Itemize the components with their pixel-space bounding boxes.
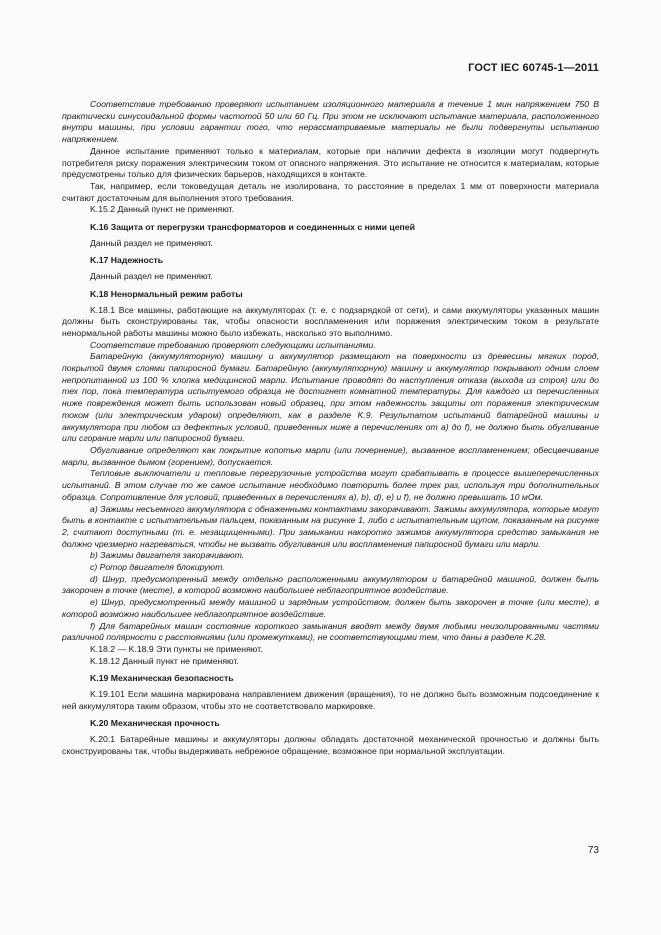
list-item-b: b) Зажимы двигателя закорачивают. — [90, 550, 245, 561]
paragraph: K.15.2 Данный пункт не применяют. — [90, 204, 234, 215]
paragraph: Данный раздел не применяют. — [90, 237, 213, 248]
page-number: 73 — [587, 845, 599, 856]
paragraph: K.18.12 Данный пункт не применяют. — [90, 655, 239, 666]
paragraph: Соответствие требованию проверяют следующими испытаниями. — [90, 339, 376, 350]
paragraph: Соответствие требованию проверяют испытанием изоляционного материала в течение 1 мин напряжением 750 В практически синусоидальной формы частотой 50 или 60 Гц. При этом не исключают испытание материала, расположенного внутри машины, при условии гарантии того, что нерассматриваемые материалы не были подвергнуты испытанию напряжением. — [62, 99, 599, 145]
paragraph: K.19.101 Если машина маркирована направлением движения (вращения), то не должно быть возможным подсоединение к ней аккумулятора таким образом, чтобы это не соответствовало маркировке. — [62, 689, 599, 711]
list-item-c: c) Ротор двигателя блокируют. — [90, 562, 225, 573]
list-item-a: a) Зажимы несъемного аккумулятора с обнаженными контактами закорачивают. Зажимы аккумулятора, которые могут быть в контакте с испытательным пальцем, показанным на рисунке 1, либо с испытательным щупом, показанным на рисунке 2, считают доступными (т. е. незащищенными). При замыкании накоротко зажимов аккумулятора средство замыкания не должно чрезмерно нагреваться, чтобы не вызвать обугливания или воспламенения папиросной бумаги или марли. — [62, 503, 599, 549]
section-heading-k16: K.16 Защита от перегрузки трансформаторов и соединенных с ними цепей — [90, 222, 415, 233]
paragraph: Данное испытание применяют только к материалам, которые при наличии дефекта в изоляции могут подвергнуть потребителя риску поражения электрическим током от опасного напряжения. Это испытание не относится к материалам, которые предусмотрены только для физических барьеров, находящихся в контакте. — [62, 145, 599, 180]
page-body — [62, 99, 599, 758]
document-id: ГОСТ IEC 60745-1—2011 — [468, 62, 599, 74]
section-heading-k17: K.17 Надежность — [90, 255, 164, 266]
paragraph: K.20.1 Батарейные машины и аккумуляторы должны обладать достаточной механической прочностью и должны быть сконструированы так, чтобы выдерживать небрежное обращение, возможное при нормальной эксплуатации. — [62, 734, 599, 756]
paragraph: Так, например, если токоведущая деталь не изолирована, то расстояние в пределах 1 мм от поверхности материала считают достаточным для выполнения этого требования. — [62, 180, 599, 203]
list-item-e: e) Шнур, предусмотренный между машиной и зарядным устройством, должен быть закорочен в точке (или месте), в которой возможно наибольшее неблагоприятное воздействие. — [62, 597, 599, 619]
paragraph: Тепловые выключатели и тепловые перегрузочные устройства могут срабатывать в процессе вышеперечисленных испытаний. В этом случае то же самое испытание необходимо повторить более трех раз, используя три дополнительных образца. Сопротивление для условий, приведенных в перечислениях a), b), d), e) и f), не должно превышать 10 мОм. — [62, 468, 599, 502]
list-item-d: d) Шнур, предусмотренный между отдельно расположенными аккумулятором и батарейной машиной, должен быть закорочен в точке (месте), в которой возможно наибольшее неблагоприятное воздействие. — [62, 573, 599, 596]
list-item-f: f) Для батарейных машин состояние короткого замыкания вводят между двумя любыми неизолированными частями различной полярности с расстояниями (или промежутками), не соответствующими тем, что даны в разделе K.28. — [62, 620, 599, 643]
section-heading-k20: K.20 Механическая прочность — [90, 718, 220, 729]
paragraph: Батарейную (аккумуляторную) машину и аккумулятор размещают на поверхности из древесины мягких пород, покрытой двумя слоями папиросной бумаги. Батарейную (аккумуляторную) машину и аккумулятор покрывают одним слоем непропитанной из 100 % хлопка медицинской марли. Испытание проводят до наступления отказа (выхода из строя) или до тех пор, пока температура испытуемого образца не достигнет комнатной температуры. Для каждого из перечисленных ниже повреждения может быть использован новый образец, при этом надежность защиты от поражения электрическим током (или электрическим ударом) определяют, как в разделе K.9. Результатом испытаний батарейной машины и аккумулятора при любом из дефектных условий, приведенных ниже в перечислениях от a) до f), не должно быть обугливание или сгорание марли или папиросной бумаги. — [62, 351, 599, 444]
paragraph: Обугливание определяют как покрытие копотью марли (или почернение), вызванное воспламенением; обесцвечивание марли, вызванное дымом (горением), допускается. — [62, 444, 599, 467]
section-heading-k18: K.18 Ненормальный режим работы — [90, 288, 243, 299]
paragraph: Данный раздел не применяют. — [90, 271, 213, 282]
section-heading-k19: K.19 Механическая безопасность — [90, 673, 234, 684]
paragraph: K.18.2 — K.18.9 Эти пункты не применяют. — [90, 643, 263, 654]
paragraph: K.18.1 Все машины, работающие на аккумуляторах (т. е. с подзарядкой от сети), и сами аккумуляторы указанных машин должны быть сконструированы так, чтобы опасности воспламенения или поражения электрическим током в результате ненормальной работы машины можно было избежать, насколько это выполнимо. — [62, 304, 599, 338]
